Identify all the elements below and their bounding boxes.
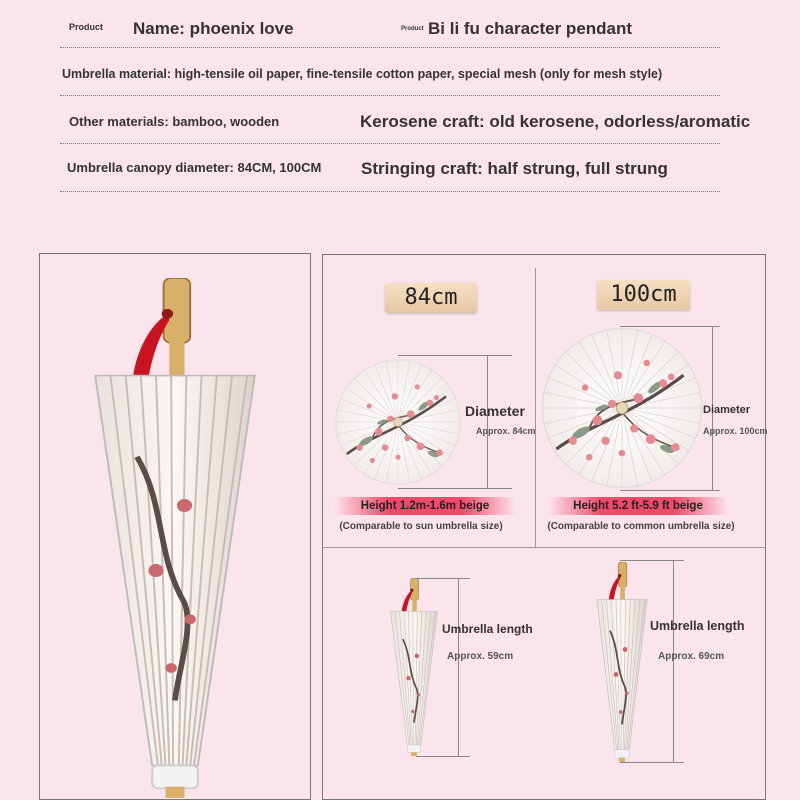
grid-divider-horizontal [322,547,766,548]
diameter-label-100: Diameter [703,404,751,416]
measure-tick [398,488,512,489]
divider [60,143,720,144]
kerosene-craft: Kerosene craft: old kerosene, odorless/aromatic [360,112,751,131]
stringing-craft: Stringing craft: half strung, full strung [361,159,668,178]
measure-tick [416,578,470,579]
comparison-100: (Comparable to common umbrella size) [547,521,735,532]
product-tag: Product [69,22,104,32]
measure-tick [620,490,720,491]
diameter-approx-100: Approx. 100cm [703,426,768,436]
closed-umbrella-panel [39,253,311,800]
pendant-text: Bi li fu character pendant [428,19,633,38]
closed-umbrella-69-image [592,562,652,762]
measure-tick [416,756,470,757]
measure-tick [398,355,512,356]
measure-tick [620,762,684,763]
other-materials: Other materials: bamboo, wooden [69,114,280,129]
product-name: Name: phoenix love [133,19,294,38]
comparison-84: (Comparable to sun umbrella size) [339,521,503,532]
measure-line [487,355,488,488]
closed-umbrella-59-image [386,578,442,756]
canopy-diameter: Umbrella canopy diameter: 84CM, 100CM [67,160,322,175]
length-approx-59: Approx. 59cm [447,651,514,662]
open-umbrella-100-image [540,326,704,490]
divider [60,47,720,48]
divider [60,95,720,96]
length-label-69: Umbrella length [650,619,745,633]
size-label-84: 84cm [385,283,477,313]
measure-line [458,578,459,756]
length-approx-69: Approx. 69cm [658,651,725,662]
divider [60,191,720,192]
measure-tick [620,560,684,561]
size-label-100: 100cm [597,280,690,310]
diameter-label-84: Diameter [465,403,525,419]
diameter-approx-84: Approx. 84cm [476,426,536,436]
length-label-59: Umbrella length [442,622,533,636]
measure-tick [620,326,720,327]
product-tag: Product [401,26,424,32]
closed-umbrella-image [80,278,270,798]
open-umbrella-84-image [334,358,462,486]
height-label-100: Height 5.2 ft-5.9 ft beige [548,497,728,515]
grid-divider-vertical [535,268,536,548]
umbrella-material: Umbrella material: high-tensile oil paper, fine-tensile cotton paper, special mesh (only for mesh style) [62,67,663,81]
height-label-84: Height 1.2m-1.6m beige [334,497,516,515]
